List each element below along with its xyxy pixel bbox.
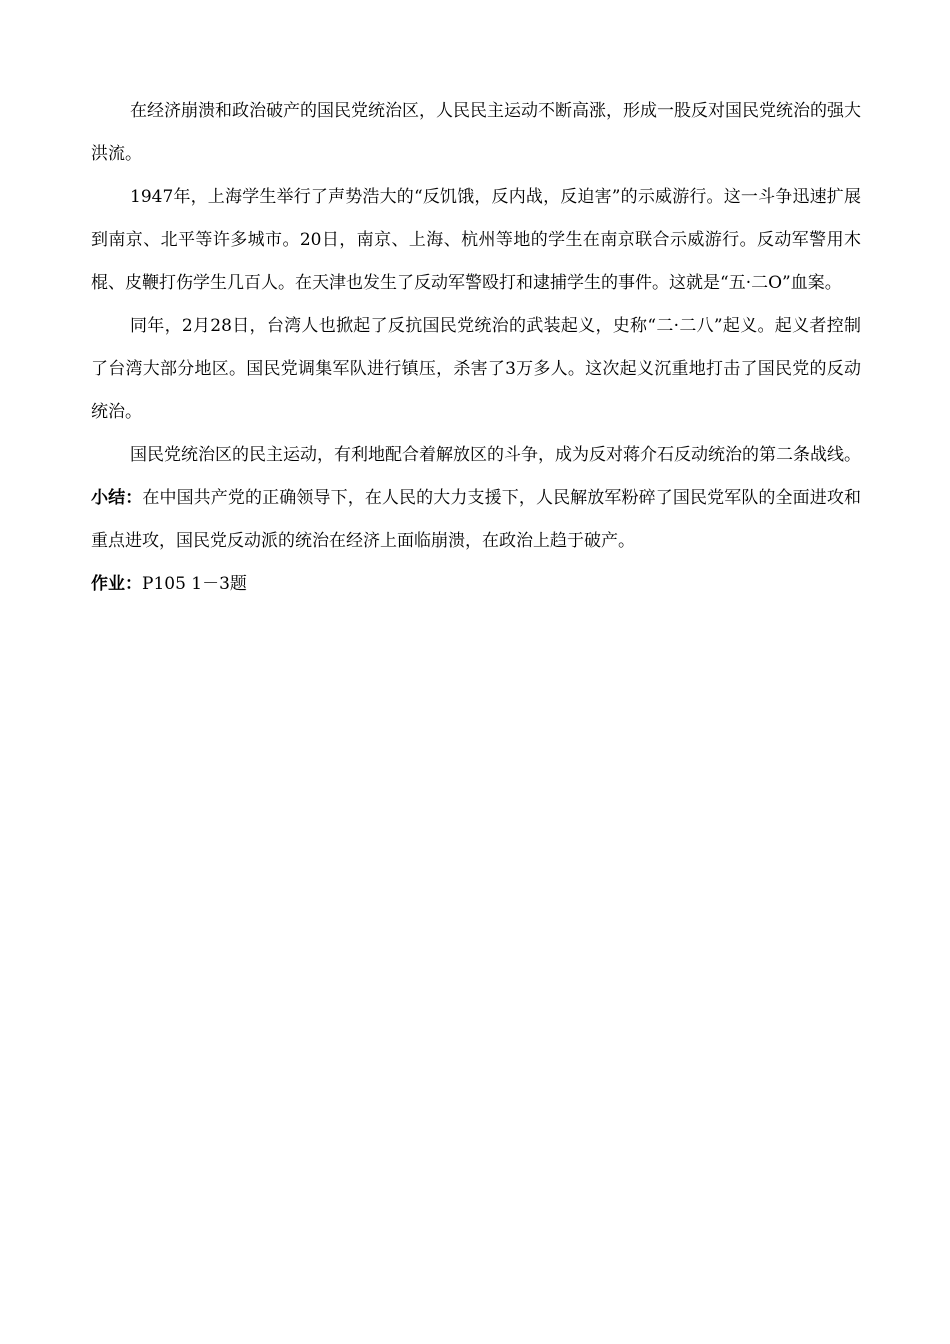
summary-text: 在中国共产党的正确领导下，在人民的大力支援下，人民解放军粉碎了国民党军队的全面进攻和重点进攻，国民党反动派的统治在经济上面临崩溃，在政治上趋于破产。 xyxy=(91,488,862,551)
paragraph-second-front: 国民党统治区的民主运动，有利地配合着解放区的斗争，成为反对蒋介石反动统治的第二条战线。 xyxy=(130,445,861,465)
summary-label: 小结： xyxy=(91,488,143,508)
homework-label: 作业： xyxy=(91,574,142,594)
paragraph-feb-28-uprising: 同年，2月28日，台湾人也掀起了反抗国民党统治的武装起义，史称“二·二八”起义。起义者控制了台湾大部分地区。国民党调集军队进行镇压，杀害了3万多人。这次起义沉重地打击了国民党的反动统治。 xyxy=(91,316,861,422)
homework-paragraph xyxy=(91,563,861,606)
paragraph-kmt-area-movement: 在经济崩溃和政治破产的国民党统治区，人民民主运动不断高涨，形成一股反对国民党统治的强大洪流。 xyxy=(91,101,861,164)
paragraph-may-20-incident: 1947年，上海学生举行了声势浩大的“反饥饿，反内战，反迫害”的示威游行。这一斗争迅速扩展到南京、北平等许多城市。20日，南京、上海、杭州等地的学生在南京联合示威游行。反动军警用木棍、皮鞭打伤学生几百人。在天津也发生了反动军警殴打和逮捕学生的事件。这就是“五·二O”血案。 xyxy=(91,187,861,293)
summary-paragraph xyxy=(91,477,861,563)
document-page xyxy=(91,92,861,606)
homework-text: P105 1－3题 xyxy=(142,574,247,594)
